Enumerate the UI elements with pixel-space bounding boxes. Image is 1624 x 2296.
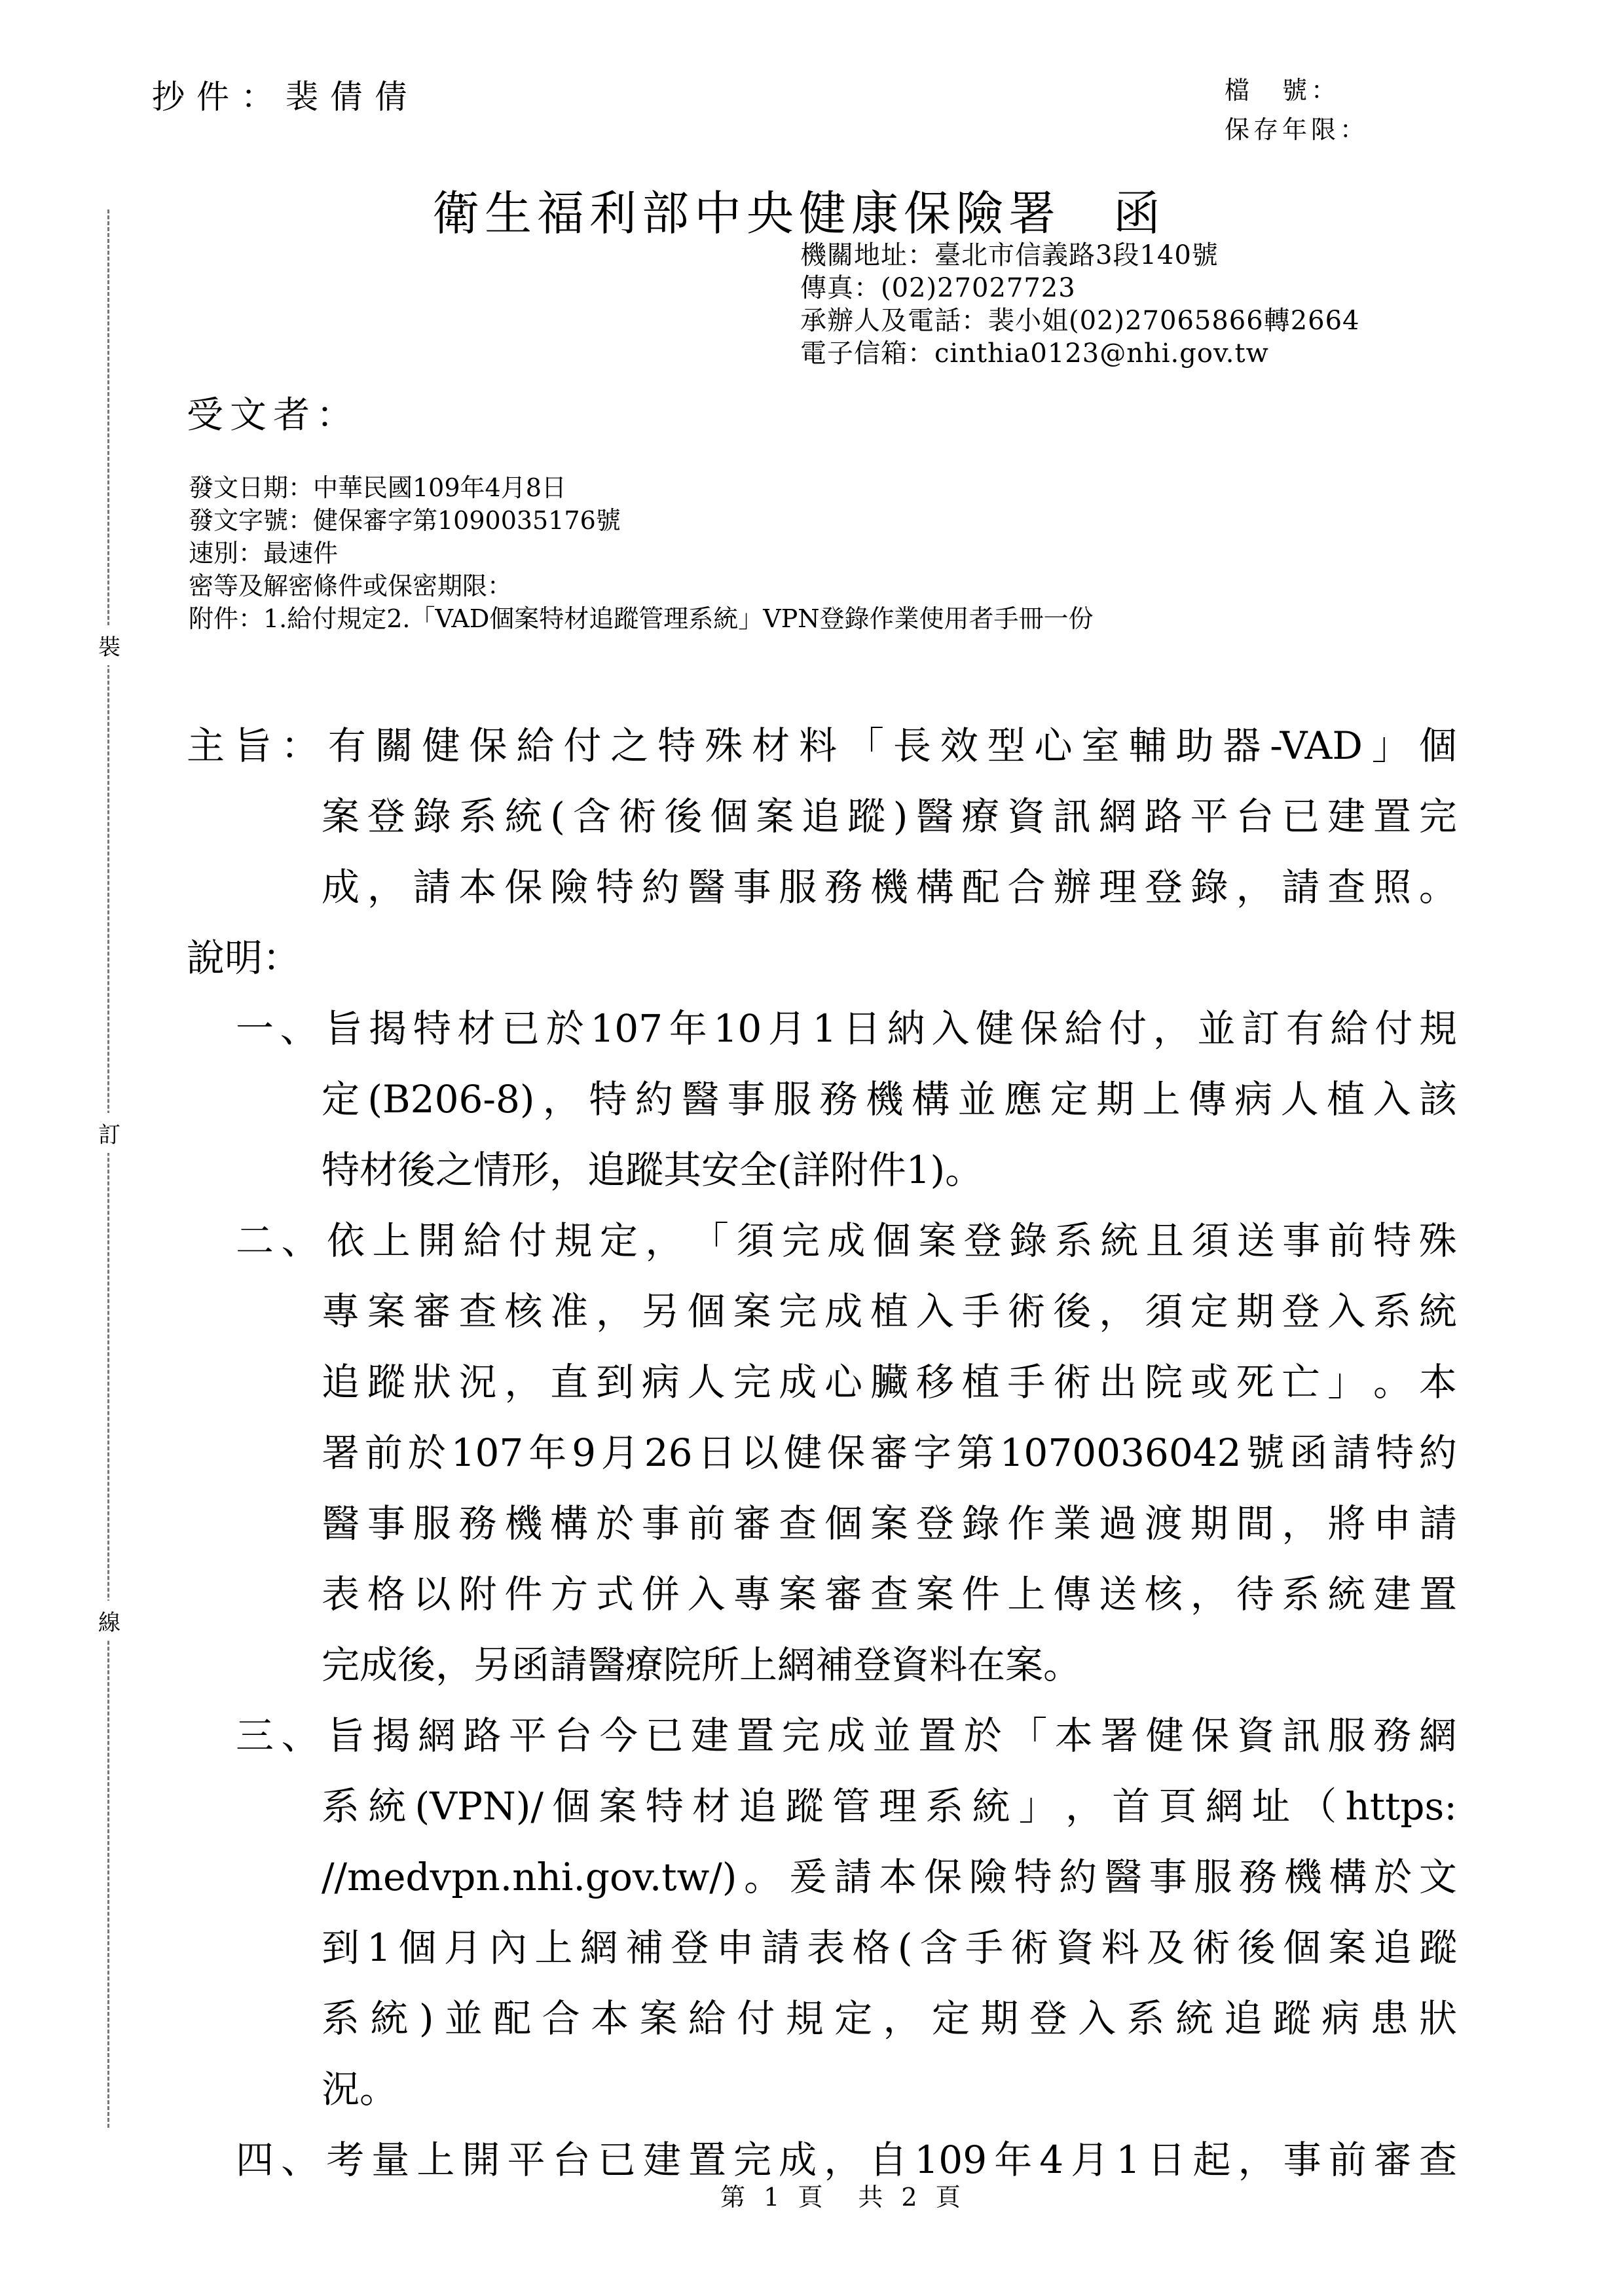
binding-mark: 裝 [98,625,120,665]
explanation-line: 完成後，另函請醫療院所上網補登資料在案。 [322,1643,1082,1687]
subject-line: 主 旨 ： 有 關 健 保 給 付 之 特 殊 材 料 「 長 效 型 心 室 輔 助 器 -VAD 」 個 [187,723,1457,768]
explanation-item: 二 、 依 上 開 給 付 規 定 ， 「 須 完 成 個 案 登 錄 系 統 且 須 送 事 前 特 殊 [236,1218,1457,1263]
document-body [187,710,1457,2195]
issue-date: 發文日期：中華民國109年4月8日 [189,473,566,502]
page-number: 第 1 頁 共 2 頁 [720,2183,966,2212]
subject-line: 案 登 錄 系 統 ( 含 術 後 個 案 追 蹤 ) 醫 療 資 訊 網 路 平 台 已 建 置 完 [322,794,1457,839]
document-meta [189,471,1094,635]
subject-line: 成 ， 請 本 保 險 特 約 醫 事 服 務 機 構 配 合 辦 理 登 錄 ， 請 查 照 。 [322,865,1457,909]
explanation-line: 表 格 以 附 件 方 式 併 入 專 案 審 查 案 件 上 傳 送 核 ， 待 系 統 建 置 [322,1572,1457,1616]
retention-period-label: 保存年限： [1225,115,1369,144]
binding-line [107,210,109,2128]
cc-recipient: 抄件：裴倩倩 [152,78,419,116]
reference-number: 發文字號：健保審字第1090035176號 [189,506,621,535]
file-number-label: 檔 號： [1225,76,1340,105]
agency-address: 機關地址：臺北市信義路3段140號 [800,240,1219,270]
explanation-line: 特材後之情形，追蹤其安全(詳附件1)。 [322,1148,984,1192]
security-level: 密等及解密條件或保密期限： [189,572,513,600]
explanation-line: 署 前 於 107 年 9 月 26 日 以 健 保 審 字 第 1070036042 號 函 請 特 約 [322,1430,1457,1475]
explanation-label: 說明： [187,936,301,980]
explanation-line: 況。 [322,2067,398,2111]
binding-mark: 線 [98,1601,120,1641]
explanation-line: 定 (B206-8) ， 特 約 醫 事 服 務 機 構 並 應 定 期 上 傳 病 人 植 入 該 [322,1077,1457,1121]
explanation-line: 到 1 個 月 內 上 網 補 登 申 請 表 格 ( 含 手 術 資 料 及 術 後 個 案 追 蹤 [322,1925,1457,1970]
explanation-item: 三 、 旨 揭 網 路 平 台 今 已 建 置 完 成 並 置 於 「 本 署 健 保 資 訊 服 務 網 [236,1713,1457,1758]
explanation-line: 醫 事 服 務 機 構 於 事 前 審 查 個 案 登 錄 作 業 過 渡 期 間 ， 將 申 請 [322,1501,1457,1546]
filing-info [1225,71,1369,149]
delivery-speed: 速別：最速件 [189,539,339,568]
explanation-line: //medvpn.nhi.gov.tw/) 。 爰 請 本 保 險 特 約 醫 事 服 務 機 構 於 文 [322,1855,1457,1899]
recipient-label: 受文者： [187,394,360,437]
document-title: 衛生福利部中央健康保險署 函 [432,186,1166,241]
explanation-line: 系 統 ) 並 配 合 本 案 給 付 規 定 ， 定 期 登 入 系 統 追 蹤 病 患 狀 [322,1996,1457,2041]
binding-mark: 訂 [98,1113,120,1153]
agency-email: 電子信箱：cinthia0123@nhi.gov.tw [800,338,1269,369]
explanation-item: 四 、 考 量 上 開 平 台 已 建 置 完 成 ， 自 109 年 4 月 1 日 起 ， 事 前 審 查 [236,2138,1457,2182]
explanation-line: 專 案 審 查 核 准 ， 另 個 案 完 成 植 入 手 術 後 ， 須 定 期 登 入 系 統 [322,1289,1457,1334]
explanation-line: 系 統 (VPN)/ 個 案 特 材 追 蹤 管 理 系 統 」 ， 首 頁 網 址 （ https: [322,1784,1457,1829]
agency-contact [800,239,1360,370]
case-officer: 承辦人及電話：裴小姐(02)27065866轉2664 [800,306,1360,336]
agency-fax: 傳真：(02)27027723 [800,273,1076,303]
explanation-line: 追 蹤 狀 況 ， 直 到 病 人 完 成 心 臟 移 植 手 術 出 院 或 死 亡 」 。 本 [322,1360,1457,1404]
explanation-item: 一 、 旨 揭 特 材 已 於 107 年 10 月 1 日 納 入 健 保 給 付 ， 並 訂 有 給 付 規 [236,1006,1457,1051]
attachments: 附件：1.給付規定2.「VAD個案特材追蹤管理系統」VPN登錄作業使用者手冊一份 [189,604,1094,633]
